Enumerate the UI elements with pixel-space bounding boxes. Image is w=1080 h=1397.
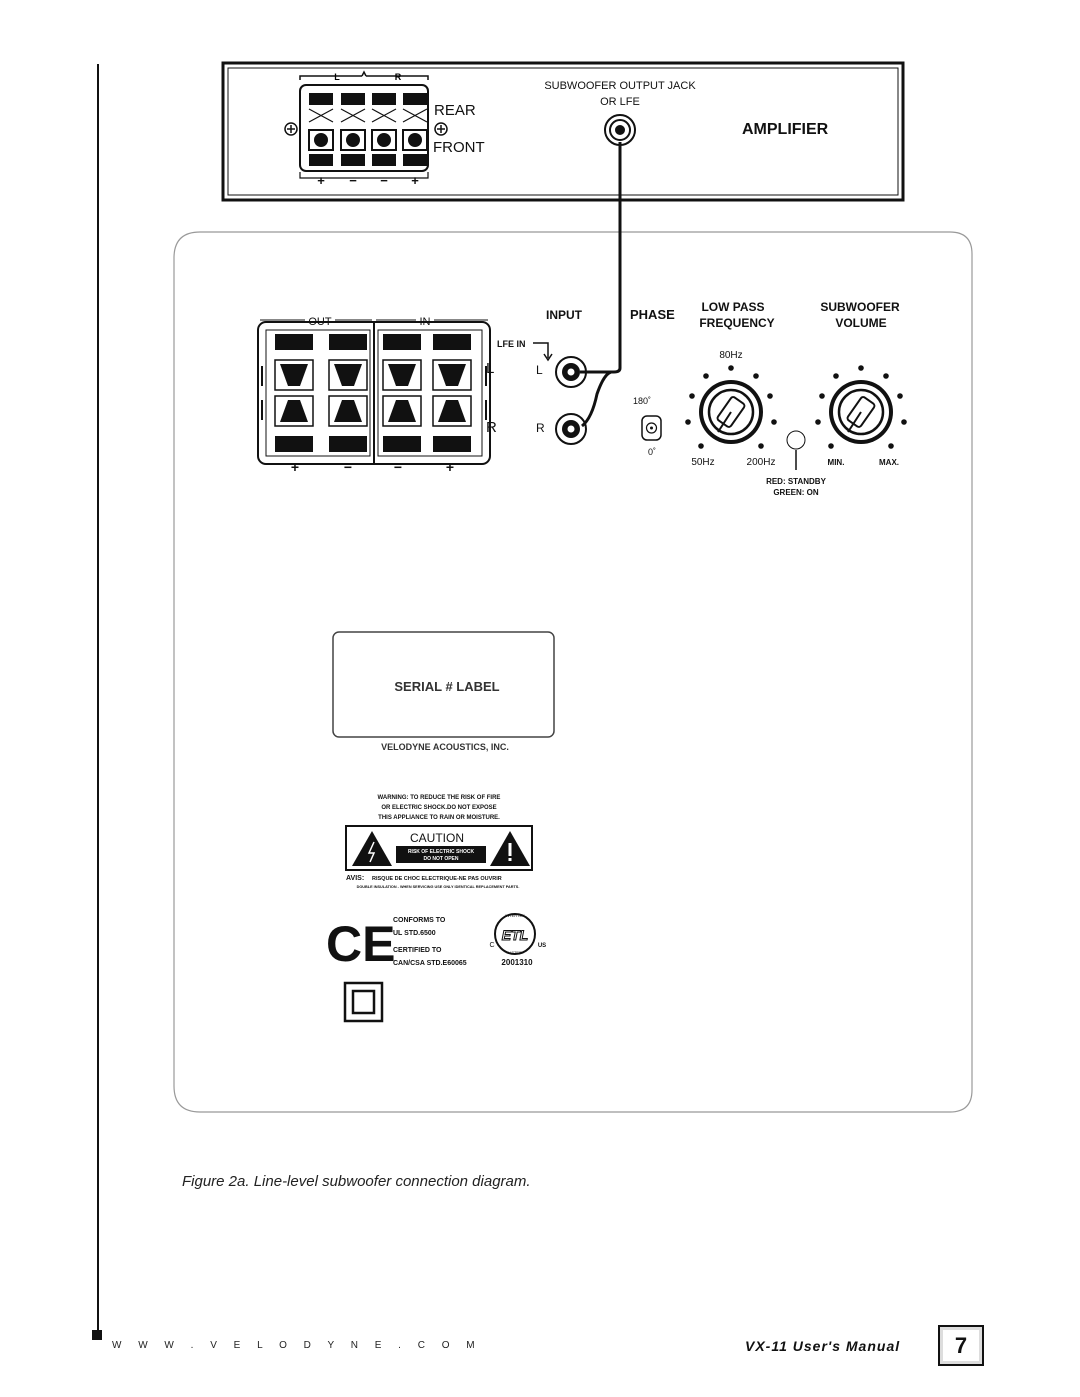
figure-caption: Figure 2a. Line-level subwoofer connection diagram.	[182, 1173, 531, 1190]
sub-side-l: L	[486, 360, 495, 377]
amplifier-speaker-terminals	[285, 72, 447, 188]
input-r-label: R	[536, 421, 545, 435]
warning-line-1: WARNING: TO REDUCE THE RISK OF FIRE	[377, 795, 501, 801]
conforms-label: CONFORMS TO	[393, 917, 446, 924]
phase-0-label: 0˚	[647, 447, 657, 457]
etl-arc-bottom: LISTED	[507, 950, 523, 955]
csa-standard: CAN/CSA STD.E60065	[393, 960, 467, 967]
amplifier-title: AMPLIFIER	[742, 121, 829, 138]
risk-line-1: RISK OF ELECTRIC SHOCK	[407, 849, 475, 855]
caution-text: CAUTION	[410, 831, 464, 845]
amp-polarity-3: −	[380, 173, 388, 188]
sub-polarity-4: +	[445, 459, 455, 475]
rca-input-right	[556, 414, 586, 444]
certified-label: CERTIFIED TO	[393, 947, 442, 954]
serial-label-text: SERIAL # LABEL	[394, 679, 500, 694]
sub-side-r: R	[486, 419, 497, 436]
double-insulation-text: DOUBLE INSULATION - WHEN SERVICING USE ONLY IDENTICAL REPLACEMENT PARTS.	[356, 885, 520, 889]
subwoofer-speaker-terminals	[258, 316, 490, 475]
footer-website: W W W . V E L O D Y N E . C O M	[112, 1340, 482, 1351]
warning-line-2: OR ELECTRIC SHOCK.DO NOT EXPOSE	[381, 805, 497, 811]
etl-us-mark: US	[537, 943, 547, 949]
subwoofer-rear-panel	[174, 232, 972, 1112]
sub-in-label: IN	[419, 316, 431, 328]
amp-polarity-4: +	[411, 173, 419, 188]
lfe-in-label: LFE IN	[497, 339, 526, 349]
ce-mark-icon	[326, 916, 395, 972]
led-label-1: RED: STANDBY	[766, 477, 826, 486]
ul-standard: UL STD.6500	[393, 930, 436, 937]
input-l-label: L	[536, 363, 543, 377]
sub-out-label: OUT	[308, 316, 332, 328]
amp-jack-label-1: SUBWOOFER OUTPUT JACK	[544, 80, 696, 92]
volume-heading-2: VOLUME	[835, 316, 887, 330]
serial-number-label	[333, 632, 554, 737]
phase-180-label: 180˚	[632, 396, 652, 406]
footer-manual-title: VX-11 User's Manual	[745, 1338, 901, 1354]
warning-line-3: THIS APPLIANCE TO RAIN OR MOISTURE.	[378, 815, 500, 821]
amp-front-label: FRONT	[433, 139, 485, 156]
sub-polarity-1: +	[290, 459, 300, 475]
page-number: 7	[938, 1325, 984, 1366]
amp-right-label: R	[394, 72, 402, 82]
freq-200-label: 200Hz	[746, 457, 776, 468]
amplifier-panel	[223, 63, 903, 200]
volume-heading-1: SUBWOOFER	[820, 300, 900, 314]
volume-min-label: MIN.	[827, 458, 845, 467]
freq-50-label: 50Hz	[691, 457, 715, 468]
low-pass-heading-2: FREQUENCY	[699, 316, 775, 330]
sub-polarity-3: −	[393, 459, 403, 475]
amp-polarity-1: +	[317, 173, 325, 188]
power-led-icon	[787, 431, 805, 449]
freq-80-label: 80Hz	[719, 350, 743, 361]
etl-arc-top: INTERTEK	[505, 913, 525, 918]
subwoofer-output-jack	[605, 115, 635, 145]
etl-c-mark: C	[489, 942, 495, 949]
double-insulation-icon	[345, 983, 382, 1021]
amp-polarity-2: −	[349, 173, 357, 188]
avis-text: RISQUE DE CHOC ELECTRIQUE-NE PAS OUVRIR	[372, 876, 502, 882]
page-margin-rule-cap	[92, 1330, 102, 1340]
phase-heading: PHASE	[630, 307, 675, 322]
low-pass-heading-1: LOW PASS	[701, 300, 765, 314]
input-heading: INPUT	[546, 308, 582, 322]
risk-line-2: DO NOT OPEN	[423, 856, 459, 862]
sub-polarity-2: −	[343, 459, 353, 475]
amp-jack-label-2: OR LFE	[600, 96, 640, 108]
company-name: VELODYNE ACOUSTICS, INC.	[381, 742, 509, 752]
amp-left-label: L	[334, 72, 340, 82]
cert-number: 2001310	[501, 958, 533, 967]
ce-mark-text: CE	[326, 916, 396, 972]
led-label-2: GREEN: ON	[773, 488, 819, 497]
amp-rear-label: REAR	[434, 102, 476, 119]
etl-mark-text: ETL	[501, 927, 529, 943]
phase-switch	[642, 416, 661, 440]
avis-label: AVIS:	[346, 875, 365, 882]
volume-max-label: MAX.	[879, 458, 899, 467]
